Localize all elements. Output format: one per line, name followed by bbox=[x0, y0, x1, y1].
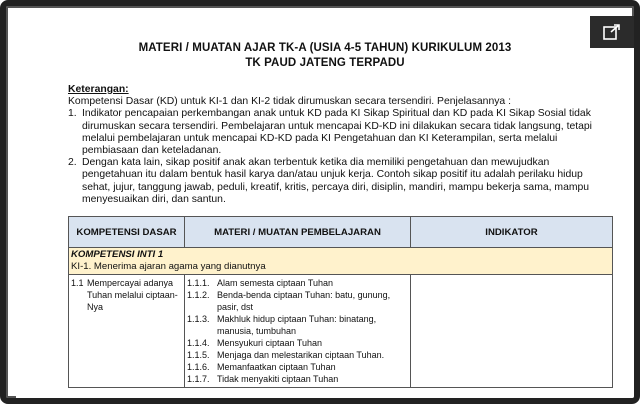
expand-button[interactable] bbox=[590, 16, 634, 48]
header-indikator: INDIKATOR bbox=[411, 217, 613, 248]
materi-item bbox=[187, 349, 408, 361]
document-page bbox=[16, 16, 634, 404]
note-text: Dengan kata lain, sikap positif anak akan terbentuk ketika dia memiliki pengetahuan dan mewujudkan pengetahuan itu dalam bentuk hasil karya dan/atau unjuk kerja. Contoh sikap positif itu adalah perilaku hidup sehat, jujur, tanggung jawab, peduli, kreatif, kritis, percaya diri, disiplin, mandiri, mampu bekerja sama, mampu menyesuaikan diri, dan santun. bbox=[82, 157, 590, 205]
materi-item bbox=[187, 373, 408, 385]
ki-title: KOMPETENSI INTI 1 bbox=[71, 249, 164, 260]
note-number: 2. bbox=[68, 157, 77, 169]
intro-text: Kompetensi Dasar (KD) untuk KI-1 dan KI-2 tidak dirumuskan secara tersendiri. Penjelasannya : bbox=[68, 96, 511, 108]
kd-text: Mempercayai adanya Tuhan melalui ciptaan-Nya bbox=[87, 278, 178, 312]
ki-description: KI-1. Menerima ajaran agama yang dianutnya bbox=[71, 261, 266, 272]
note-item bbox=[68, 157, 608, 206]
materi-text: Memanfaatkan ciptaan Tuhan bbox=[217, 362, 336, 372]
materi-number: 1.1.7. bbox=[187, 374, 210, 384]
materi-text: Menjaga dan melestarikan ciptaan Tuhan. bbox=[217, 350, 385, 360]
kd-number: 1.1 bbox=[71, 278, 84, 288]
note-text: Indikator pencapaian perkembangan anak untuk KD pada KI Sikap Spiritual dan KD pada KI Sikap Sosial tidak dirumuskan secara tersendiri. Pembelajaran untuk mencapai KD-KD ini dilakukan secara tidak langsung, tetapi melalui pembelajaran untuk mencapai KD-KD pada KI Pengetahuan dan KI Keterampilan, serta melalui pembiasaan dan keteladanan. bbox=[82, 108, 592, 157]
keterangan-label: Keterangan: bbox=[68, 84, 129, 95]
notes-section bbox=[68, 84, 608, 206]
materi-item bbox=[187, 313, 408, 337]
materi-number: 1.1.2. bbox=[187, 290, 210, 300]
materi-number: 1.1.3. bbox=[187, 314, 210, 324]
materi-item bbox=[187, 289, 408, 313]
kd-cell bbox=[69, 275, 185, 388]
materi-text: Alam semesta ciptaan Tuhan bbox=[217, 278, 334, 288]
materi-text: Makhluk hidup ciptaan Tuhan: binatang, manusia, tumbuhan bbox=[217, 314, 377, 336]
header-kompetensi-dasar: KOMPETENSI DASAR bbox=[69, 217, 185, 248]
materi-number: 1.1.6. bbox=[187, 362, 210, 372]
curriculum-table bbox=[68, 216, 613, 388]
ki-cell bbox=[69, 248, 613, 275]
materi-cell bbox=[185, 275, 411, 388]
materi-text: Mensyukuri ciptaan Tuhan bbox=[217, 338, 323, 348]
materi-item bbox=[187, 361, 408, 373]
table-row bbox=[69, 275, 613, 388]
materi-item bbox=[187, 277, 408, 289]
materi-number: 1.1.4. bbox=[187, 338, 210, 348]
table-header-row bbox=[69, 217, 613, 248]
materi-number: 1.1.1. bbox=[187, 278, 210, 288]
header-materi: MATERI / MUATAN PEMBELAJARAN bbox=[185, 217, 411, 248]
materi-text: Benda-benda ciptaan Tuhan: batu, gunung, pasir, dst bbox=[217, 290, 391, 312]
document-title: MATERI / MUATAN AJAR TK-A (USIA 4-5 TAHUN) KURIKULUM 2013 bbox=[138, 42, 512, 54]
document-subtitle: TK PAUD JATENG TERPADU bbox=[245, 57, 405, 69]
ki-row bbox=[69, 248, 613, 275]
materi-item bbox=[187, 337, 408, 349]
materi-number: 1.1.5. bbox=[187, 350, 210, 360]
expand-icon bbox=[603, 24, 621, 40]
note-number: 1. bbox=[68, 108, 77, 120]
note-item bbox=[68, 108, 608, 157]
materi-text: Tidak menyakiti ciptaan Tuhan bbox=[217, 374, 339, 384]
indikator-cell bbox=[411, 275, 613, 388]
